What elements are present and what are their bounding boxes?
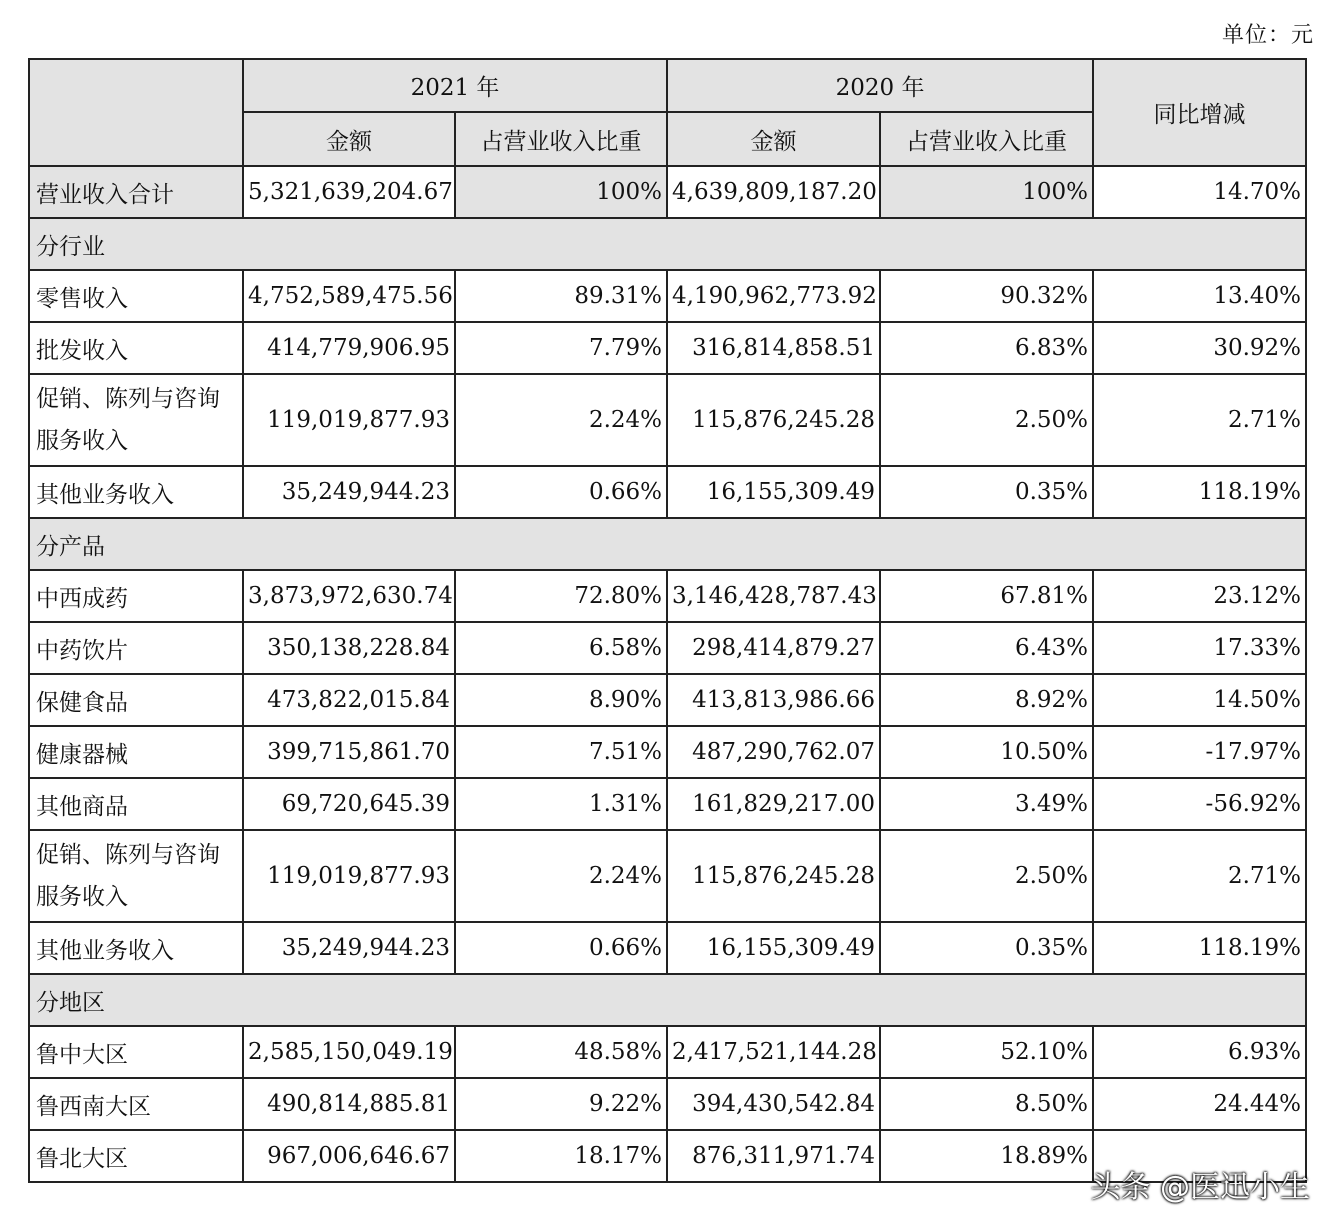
- ratio-2020: 90.32%: [880, 270, 1093, 322]
- amount-2021: 2,585,150,049.19: [243, 1026, 455, 1078]
- amount-2020: 161,829,217.00: [667, 778, 880, 830]
- row-label: 批发收入: [29, 322, 243, 374]
- amount-2020: 16,155,309.49: [667, 922, 880, 974]
- amount-2020: 115,876,245.28: [667, 830, 880, 922]
- table-row: [29, 322, 1306, 374]
- ratio-2020: 10.50%: [880, 726, 1093, 778]
- header-corner-cell: [29, 59, 243, 166]
- ratio-2020: 67.81%: [880, 570, 1093, 622]
- ratio-2021: 9.22%: [455, 1078, 667, 1130]
- ratio-2020: 6.83%: [880, 322, 1093, 374]
- amount-2020: 394,430,542.84: [667, 1078, 880, 1130]
- yoy-change: 24.44%: [1093, 1078, 1306, 1130]
- yoy-change: 13.40%: [1093, 270, 1306, 322]
- ratio-2021: 1.31%: [455, 778, 667, 830]
- section-row: [29, 218, 1306, 270]
- ratio-2021: 0.66%: [455, 466, 667, 518]
- ratio-2021: 2.24%: [455, 374, 667, 466]
- amount-2021: 4,752,589,475.56: [243, 270, 455, 322]
- header-ratio-2020: 占营业收入比重: [880, 112, 1093, 166]
- amount-2020: 487,290,762.07: [667, 726, 880, 778]
- ratio-2021: 48.58%: [455, 1026, 667, 1078]
- table-row: [29, 1026, 1306, 1078]
- yoy-change: 14.50%: [1093, 674, 1306, 726]
- total-label: 营业收入合计: [29, 166, 243, 218]
- amount-2020: 16,155,309.49: [667, 466, 880, 518]
- row-label: 保健食品: [29, 674, 243, 726]
- amount-2020: 2,417,521,144.28: [667, 1026, 880, 1078]
- row-label: 鲁西南大区: [29, 1078, 243, 1130]
- ratio-2020: 8.92%: [880, 674, 1093, 726]
- amount-2021: 414,779,906.95: [243, 322, 455, 374]
- total-ratio-2020: 100%: [880, 166, 1093, 218]
- ratio-2020: 3.49%: [880, 778, 1093, 830]
- amount-2021: 69,720,645.39: [243, 778, 455, 830]
- amount-2021: 119,019,877.93: [243, 830, 455, 922]
- row-label: 其他业务收入: [29, 922, 243, 974]
- amount-2020: 316,814,858.51: [667, 322, 880, 374]
- table-row: [29, 674, 1306, 726]
- amount-2021: 473,822,015.84: [243, 674, 455, 726]
- ratio-2020: 0.35%: [880, 466, 1093, 518]
- amount-2021: 967,006,646.67: [243, 1130, 455, 1182]
- total-amount-2020: 4,639,809,187.20: [667, 166, 880, 218]
- section-title: 分地区: [29, 974, 1306, 1026]
- section-row: [29, 974, 1306, 1026]
- revenue-table: [28, 58, 1307, 1183]
- yoy-change: 17.33%: [1093, 622, 1306, 674]
- ratio-2020: 52.10%: [880, 1026, 1093, 1078]
- ratio-2021: 6.58%: [455, 622, 667, 674]
- table-row: [29, 466, 1306, 518]
- amount-2021: 490,814,885.81: [243, 1078, 455, 1130]
- amount-2021: 35,249,944.23: [243, 466, 455, 518]
- table-row: [29, 830, 1306, 922]
- yoy-change: -56.92%: [1093, 778, 1306, 830]
- table-row: [29, 270, 1306, 322]
- ratio-2021: 18.17%: [455, 1130, 667, 1182]
- unit-label: 单位：元: [1221, 23, 1314, 48]
- row-label: 鲁中大区: [29, 1026, 243, 1078]
- ratio-2021: 8.90%: [455, 674, 667, 726]
- header-ratio-2021: 占营业收入比重: [455, 112, 667, 166]
- table-row: [29, 1078, 1306, 1130]
- amount-2021: 3,873,972,630.74: [243, 570, 455, 622]
- yoy-change: 23.12%: [1093, 570, 1306, 622]
- header-amount-2021: 金额: [243, 112, 455, 166]
- yoy-change: 6.93%: [1093, 1026, 1306, 1078]
- amount-2021: 35,249,944.23: [243, 922, 455, 974]
- total-amount-2021: 5,321,639,204.67: [243, 166, 455, 218]
- ratio-2020: 0.35%: [880, 922, 1093, 974]
- yoy-change: 2.71%: [1093, 374, 1306, 466]
- table-row: [29, 570, 1306, 622]
- amount-2020: 3,146,428,787.43: [667, 570, 880, 622]
- ratio-2021: 0.66%: [455, 922, 667, 974]
- amount-2020: 115,876,245.28: [667, 374, 880, 466]
- revenue-table-body: [29, 59, 1306, 1182]
- yoy-change: 30.92%: [1093, 322, 1306, 374]
- amount-2021: 350,138,228.84: [243, 622, 455, 674]
- header-year-2020: 2020 年: [667, 59, 1093, 112]
- row-label: 中西成药: [29, 570, 243, 622]
- yoy-change: 118.19%: [1093, 922, 1306, 974]
- row-label: 其他业务收入: [29, 466, 243, 518]
- ratio-2020: 2.50%: [880, 374, 1093, 466]
- amount-2020: 413,813,986.66: [667, 674, 880, 726]
- table-row: [29, 622, 1306, 674]
- yoy-change: 118.19%: [1093, 466, 1306, 518]
- ratio-2020: 2.50%: [880, 830, 1093, 922]
- watermark: 头条 @医迅小生: [1090, 1170, 1310, 1205]
- row-label: 其他商品: [29, 778, 243, 830]
- ratio-2021: 7.79%: [455, 322, 667, 374]
- table-row: [29, 374, 1306, 466]
- yoy-change: -17.97%: [1093, 726, 1306, 778]
- ratio-2020: 8.50%: [880, 1078, 1093, 1130]
- ratio-2021: 89.31%: [455, 270, 667, 322]
- ratio-2020: 18.89%: [880, 1130, 1093, 1182]
- row-label: 促销、陈列与咨询服务收入: [29, 374, 243, 466]
- header-yoy: 同比增减: [1093, 59, 1306, 166]
- total-yoy: 14.70%: [1093, 166, 1306, 218]
- ratio-2020: 6.43%: [880, 622, 1093, 674]
- ratio-2021: 7.51%: [455, 726, 667, 778]
- row-label: 健康器械: [29, 726, 243, 778]
- amount-2021: 399,715,861.70: [243, 726, 455, 778]
- amount-2020: 876,311,971.74: [667, 1130, 880, 1182]
- section-title: 分行业: [29, 218, 1306, 270]
- row-label: 中药饮片: [29, 622, 243, 674]
- amount-2020: 4,190,962,773.92: [667, 270, 880, 322]
- header-year-2021: 2021 年: [243, 59, 667, 112]
- header-amount-2020: 金额: [667, 112, 880, 166]
- row-label: 零售收入: [29, 270, 243, 322]
- amount-2020: 298,414,879.27: [667, 622, 880, 674]
- header-row-years: [29, 59, 1306, 112]
- row-label: 鲁北大区: [29, 1130, 243, 1182]
- section-title: 分产品: [29, 518, 1306, 570]
- ratio-2021: 72.80%: [455, 570, 667, 622]
- row-label: 促销、陈列与咨询服务收入: [29, 830, 243, 922]
- amount-2021: 119,019,877.93: [243, 374, 455, 466]
- total-row: [29, 166, 1306, 218]
- table-row: [29, 922, 1306, 974]
- section-row: [29, 518, 1306, 570]
- table-row: [29, 726, 1306, 778]
- total-ratio-2021: 100%: [455, 166, 667, 218]
- yoy-change: 2.71%: [1093, 830, 1306, 922]
- table-row: [29, 778, 1306, 830]
- ratio-2021: 2.24%: [455, 830, 667, 922]
